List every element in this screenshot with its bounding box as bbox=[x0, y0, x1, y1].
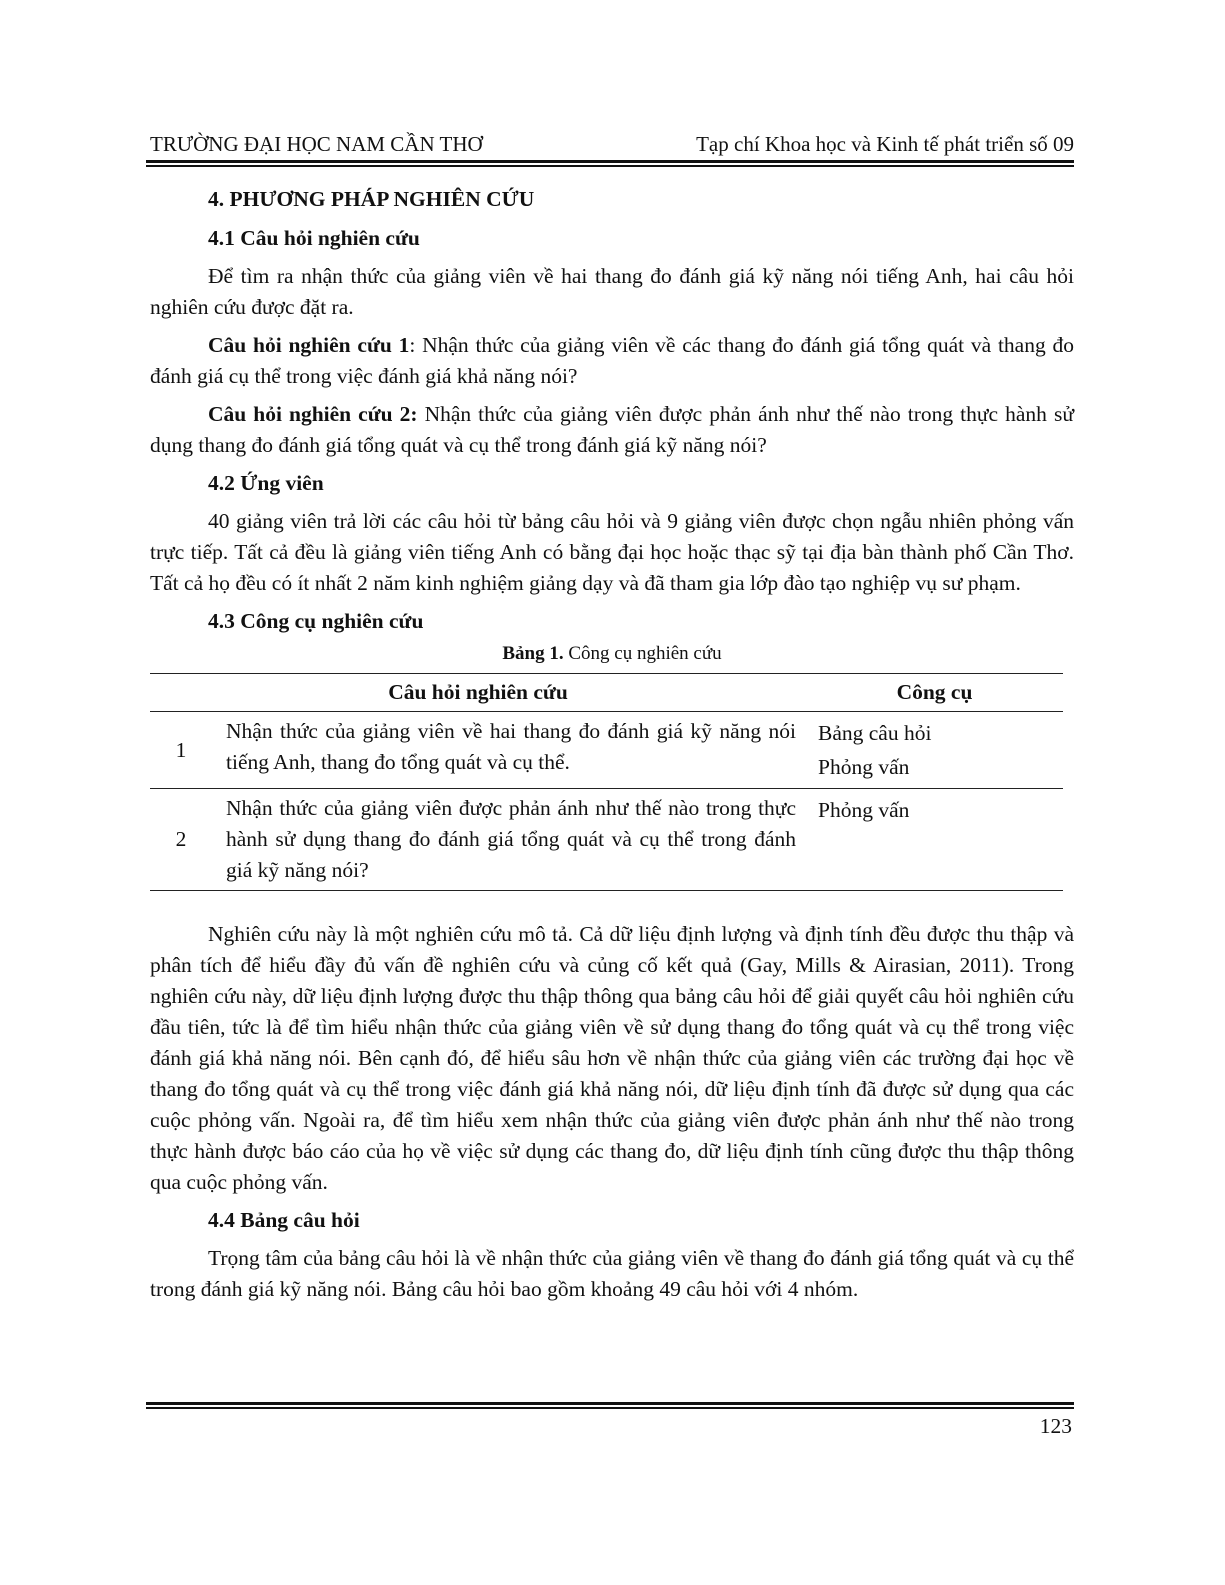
column-header-tool: Công cụ bbox=[806, 674, 1063, 712]
row-tools bbox=[806, 712, 1063, 789]
subsection-heading-4-4: 4.4 Bảng câu hỏi bbox=[208, 1208, 360, 1232]
table-caption-text: Công cụ nghiên cứu bbox=[563, 643, 722, 664]
paragraph-4-3: Nghiên cứu này là một nghiên cứu mô tả. Cả dữ liệu định lượng và định tính đều được thu thập và phân tích để hiểu đầy đủ vấn đề nghiên cứu và củng cố kết quả (Gay, Mills & Airasian, 2011). Trong nghiên cứu này, dữ liệu định lượng được thu thập thông qua bảng câu hỏi để giải quyết câu hỏi nghiên cứu đầu tiên, tức là để tìm hiểu nhận thức của giảng viên về sử dụng thang đo tổng quát và cụ thể trong việc đánh giá khả năng nói. Bên cạnh đó, để hiểu sâu hơn về nhận thức của giảng viên các trường đại học về thang đo tổng quát và cụ thể trong việc đánh giá khả năng nói, dữ liệu định tính đã được sử dụng qua các cuộc phỏng vấn. Ngoài ra, để tìm hiểu xem nhận thức của giảng viên được phản ánh như thế nào trong thực hành được báo cáo của họ về việc sử dụng các thang đo, dữ liệu định tính cũng được thu thập thông qua cuộc phỏng vấn. bbox=[150, 922, 1074, 1194]
row-number: 1 bbox=[150, 712, 212, 789]
table-caption-label: Bảng 1. bbox=[502, 643, 564, 664]
running-header bbox=[150, 131, 1074, 157]
header-institution: TRƯỜNG ĐẠI HỌC NAM CẦN THƠ bbox=[150, 132, 483, 156]
subsection-heading-4-1: 4.1 Câu hỏi nghiên cứu bbox=[208, 226, 420, 250]
header-journal: Tạp chí Khoa học và Kinh tế phát triển số 09 bbox=[696, 132, 1074, 156]
tool-item: Phỏng vấn bbox=[818, 798, 910, 822]
rq1-text: : Nhận thức của giảng viên về các thang đo đánh giá tổng quát và thang đo đánh giá cụ thể trong việc đánh giá khả năng nói? bbox=[150, 333, 1074, 388]
subsection-heading-4-2: 4.2 Ứng viên bbox=[208, 471, 324, 495]
paragraph-4-4: Trọng tâm của bảng câu hỏi là về nhận thức của giảng viên về thang đo đánh giá tổng quát và cụ thể trong đánh giá kỹ năng nói. Bảng câu hỏi bao gồm khoảng 49 câu hỏi với 4 nhóm. bbox=[150, 1246, 1074, 1301]
table-row bbox=[150, 789, 1063, 891]
row-question: Nhận thức của giảng viên về hai thang đo đánh giá kỹ năng nói tiếng Anh, thang đo tổng quát và cụ thể. bbox=[212, 712, 806, 789]
tool-item: Bảng câu hỏi bbox=[818, 721, 932, 745]
article-body bbox=[150, 184, 1074, 1312]
table-caption bbox=[150, 641, 1074, 667]
row-number: 2 bbox=[150, 789, 212, 891]
subsection-heading-4-3: 4.3 Công cụ nghiên cứu bbox=[208, 609, 424, 633]
row-tools bbox=[806, 789, 1063, 891]
paragraph-research-question-1 bbox=[150, 330, 1074, 392]
section-title: 4. PHƯƠNG PHÁP NGHIÊN CỨU bbox=[208, 187, 535, 211]
rq2-text: Nhận thức của giảng viên được phản ánh như thế nào trong thực hành sử dụng thang đo đánh giá tổng quát và cụ thể trong đánh giá kỹ năng nói? bbox=[150, 402, 1074, 457]
table-row bbox=[150, 712, 1063, 789]
row-question: Nhận thức của giảng viên được phản ánh như thế nào trong thực hành sử dụng thang đo đánh giá tổng quát và cụ thể trong đánh giá kỹ năng nói? bbox=[212, 789, 806, 891]
research-tools-table bbox=[150, 673, 1063, 891]
table-header-row bbox=[150, 674, 1063, 712]
rq2-label: Câu hỏi nghiên cứu 2: bbox=[208, 402, 418, 426]
paragraph-research-question-2 bbox=[150, 399, 1074, 461]
column-header-question: Câu hỏi nghiên cứu bbox=[150, 674, 806, 712]
rq1-label: Câu hỏi nghiên cứu 1 bbox=[208, 333, 410, 357]
paragraph-4-2: 40 giảng viên trả lời các câu hỏi từ bảng câu hỏi và 9 giảng viên được chọn ngẫu nhiên phỏng vấn trực tiếp. Tất cả đều là giảng viên tiếng Anh có bằng đại học hoặc thạc sỹ tại địa bàn thành phố Cần Thơ. Tất cả họ đều có ít nhất 2 năm kinh nghiệm giảng dạy và đã tham gia lớp đào tạo nghiệp vụ sư phạm. bbox=[150, 509, 1074, 595]
footer-rule bbox=[146, 1402, 1074, 1409]
tool-item: Phỏng vấn bbox=[818, 755, 910, 779]
paragraph-4-1-intro: Để tìm ra nhận thức của giảng viên về hai thang đo đánh giá kỹ năng nói tiếng Anh, hai câu hỏi nghiên cứu được đặt ra. bbox=[150, 264, 1074, 319]
header-rule bbox=[146, 160, 1074, 167]
page-number: 123 bbox=[1039, 1414, 1072, 1438]
